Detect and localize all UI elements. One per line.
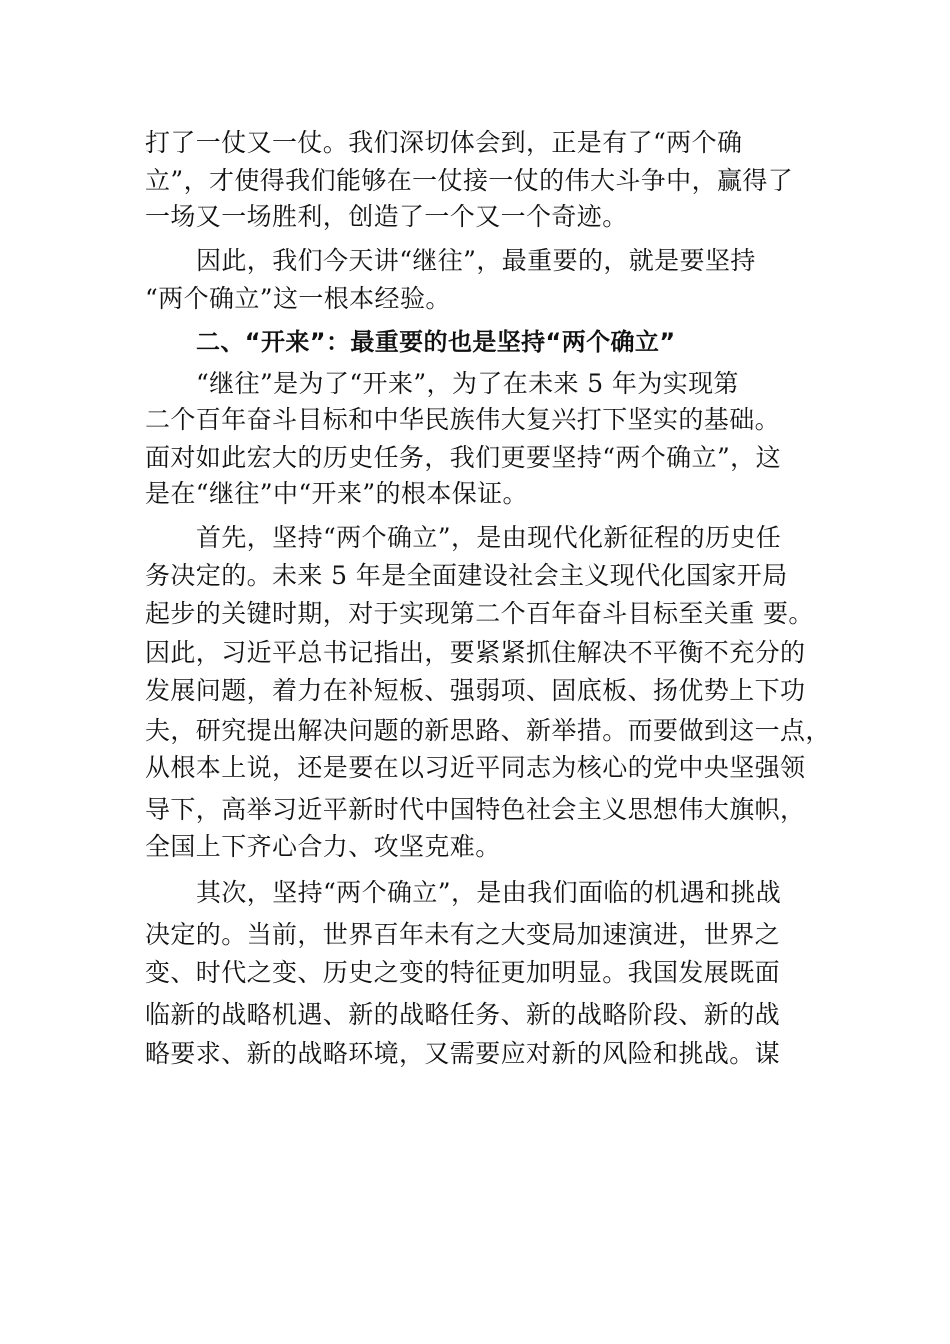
text-line: 从根本上说，还是要在以习近平同志为核心的党中央坚强领	[145, 753, 806, 782]
text-line: “两个确立”这一根本经验。	[145, 284, 451, 313]
text-line: 起步的关键时期，对于实现第二个百年奋斗目标至关重 要。	[145, 599, 814, 628]
text-line: 一场又一场胜利，创造了一个又一个奇迹。	[145, 202, 628, 231]
text-line: 临新的战略机遇、新的战略任务、新的战略阶段、新的战	[145, 1000, 781, 1029]
text-line: 因此，我们今天讲“继往”，最重要的，就是要坚持	[196, 246, 756, 275]
text-line: 变、时代之变、历史之变的特征更加明显。我国发展既面	[145, 958, 781, 987]
text-line: 是在“继往”中“开来”的根本保证。	[145, 479, 528, 508]
section-heading: 二、“开来”：最重要的也是坚持“两个确立”	[196, 328, 676, 356]
text-line: 务决定的。未来 5 年是全面建设社会主义现代化国家开局	[145, 561, 788, 590]
text-line: 因此，习近平总书记指出，要紧紧抓住解决不平衡不充分的	[145, 638, 806, 667]
text-line: 夫，研究提出解决问题的新思路、新举措。而要做到这一点，	[145, 716, 831, 745]
text-line: 面对如此宏大的历史任务，我们更要坚持“两个确立”，这	[145, 443, 781, 472]
text-line: 全国上下齐心合力、攻坚克难。	[145, 832, 501, 861]
text-line: 发展问题，着力在补短板、强弱项、固底板、扬优势上下功	[145, 676, 806, 705]
text-line: 立”，才使得我们能够在一仗接一仗的伟大斗争中，赢得了	[145, 166, 794, 195]
text-line: 导下，高举习近平新时代中国特色社会主义思想伟大旗帜，	[145, 795, 806, 824]
text-line: 打了一仗又一仗。我们深切体会到，正是有了“两个确	[145, 128, 743, 157]
text-line: “继往”是为了“开来”，为了在未来 5 年为实现第	[196, 369, 739, 398]
text-line: 决定的。当前，世界百年未有之大变局加速演进，世界之	[145, 920, 781, 949]
text-line: 首先，坚持“两个确立”，是由现代化新征程的历史任	[196, 523, 782, 552]
text-line: 其次，坚持“两个确立”，是由我们面临的机遇和挑战	[196, 878, 782, 907]
text-line: 二个百年奋斗目标和中华民族伟大复兴打下坚实的基础。	[145, 405, 781, 434]
text-line: 略要求、新的战略环境，又需要应对新的风险和挑战。谋	[145, 1039, 781, 1068]
